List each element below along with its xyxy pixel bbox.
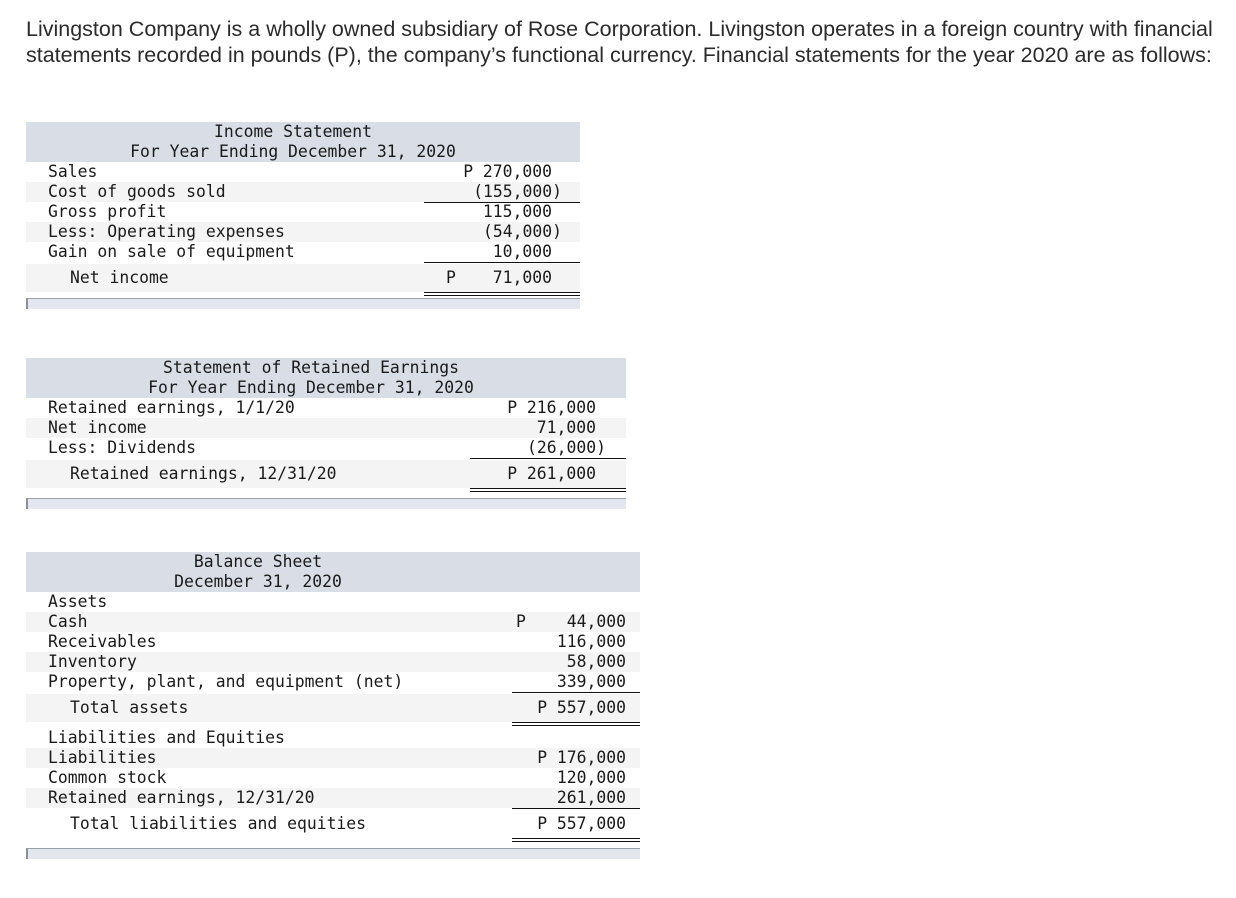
- table-row: [26, 162, 580, 182]
- row-value: 261,000: [556, 788, 626, 807]
- row-value: 116,000: [556, 632, 626, 651]
- row-value: (26,000): [527, 438, 606, 457]
- row-label: Net income: [48, 418, 147, 437]
- row-label: Liabilities: [48, 748, 157, 767]
- total-liabilities-label: Total liabilities and equities: [70, 814, 367, 833]
- total-row: [26, 810, 640, 838]
- table-row: [26, 418, 626, 438]
- table-row: [26, 398, 626, 418]
- row-label: Cash: [48, 612, 88, 631]
- row-label: Gross profit: [48, 202, 167, 221]
- net-income-label: Net income: [70, 268, 169, 287]
- liabilities-heading: Liabilities and Equities: [48, 728, 285, 747]
- row-label: Less: Operating expenses: [48, 222, 285, 241]
- retained-earnings-total-label: Retained earnings, 12/31/20: [70, 464, 337, 483]
- table-row: [26, 438, 626, 458]
- currency-mark: P: [446, 268, 456, 287]
- row-value: 115,000: [482, 202, 552, 221]
- table-row: [26, 652, 640, 672]
- total-row: [26, 460, 626, 488]
- currency-mark: P: [516, 612, 526, 631]
- retained-earnings-total-value: P 261,000: [507, 464, 596, 483]
- row-value: P 176,000: [537, 748, 626, 767]
- row-label: Less: Dividends: [48, 438, 197, 457]
- table-footer: [26, 848, 640, 862]
- net-income-value: 71,000: [492, 268, 552, 287]
- row-value: P 216,000: [507, 398, 596, 417]
- retained-earnings-subtitle: For Year Ending December 31, 2020: [148, 378, 474, 397]
- section-heading-row: [26, 592, 640, 612]
- balance-sheet-table: [26, 552, 640, 862]
- row-label: Receivables: [48, 632, 157, 651]
- row-label: Property, plant, and equipment (net): [48, 672, 404, 691]
- total-assets-value: P 557,000: [537, 698, 626, 717]
- retained-earnings-header: [26, 358, 626, 398]
- row-label: Common stock: [48, 768, 167, 787]
- total-row: [26, 264, 580, 292]
- income-statement-title: Income Statement: [214, 122, 372, 141]
- table-row: [26, 788, 640, 808]
- section-heading-row: [26, 728, 640, 748]
- row-value: 58,000: [566, 652, 626, 671]
- table-row: [26, 182, 580, 202]
- table-row: [26, 202, 580, 222]
- row-label: Sales: [48, 162, 98, 181]
- income-statement-subtitle: For Year Ending December 31, 2020: [130, 142, 456, 161]
- row-value: 339,000: [556, 672, 626, 691]
- row-value: (54,000): [483, 222, 562, 241]
- balance-sheet-subtitle: December 31, 2020: [174, 572, 342, 591]
- row-value: 120,000: [556, 768, 626, 787]
- row-label: Retained earnings, 1/1/20: [48, 398, 295, 417]
- retained-earnings-title: Statement of Retained Earnings: [162, 358, 460, 377]
- income-statement-header: [26, 122, 580, 162]
- row-value: 10,000: [492, 242, 552, 261]
- total-row: [26, 694, 640, 722]
- table-row: [26, 768, 640, 788]
- total-assets-label: Total assets: [70, 698, 189, 717]
- row-label: Inventory: [48, 652, 137, 671]
- table-footer: [26, 298, 580, 312]
- table-footer: [26, 498, 626, 512]
- row-value: P 270,000: [463, 162, 552, 181]
- balance-sheet-title: Balance Sheet: [193, 552, 323, 571]
- income-statement-table: [26, 122, 580, 312]
- table-row: [26, 632, 640, 652]
- intro-paragraph: Livingston Company is a wholly owned subsidiary of Rose Corporation. Livingston operates in a foreign country with financial statements recorded in pounds (P), the company’s functional currency. Financial statements for the year 2020 are as follows:: [26, 17, 1213, 67]
- table-row: [26, 748, 640, 768]
- table-row: [26, 222, 580, 242]
- row-value: (155,000): [473, 182, 562, 201]
- row-label: Cost of goods sold: [48, 182, 226, 201]
- row-label: Retained earnings, 12/31/20: [48, 788, 315, 807]
- row-value: 71,000: [536, 418, 596, 437]
- row-label: Gain on sale of equipment: [48, 242, 295, 261]
- total-liabilities-value: P 557,000: [537, 814, 626, 833]
- table-row: [26, 672, 640, 692]
- balance-sheet-header: [26, 552, 640, 592]
- table-row: [26, 242, 580, 262]
- row-value: 44,000: [566, 612, 626, 631]
- assets-heading: Assets: [48, 592, 108, 611]
- retained-earnings-table: [26, 358, 626, 512]
- table-row: [26, 612, 640, 632]
